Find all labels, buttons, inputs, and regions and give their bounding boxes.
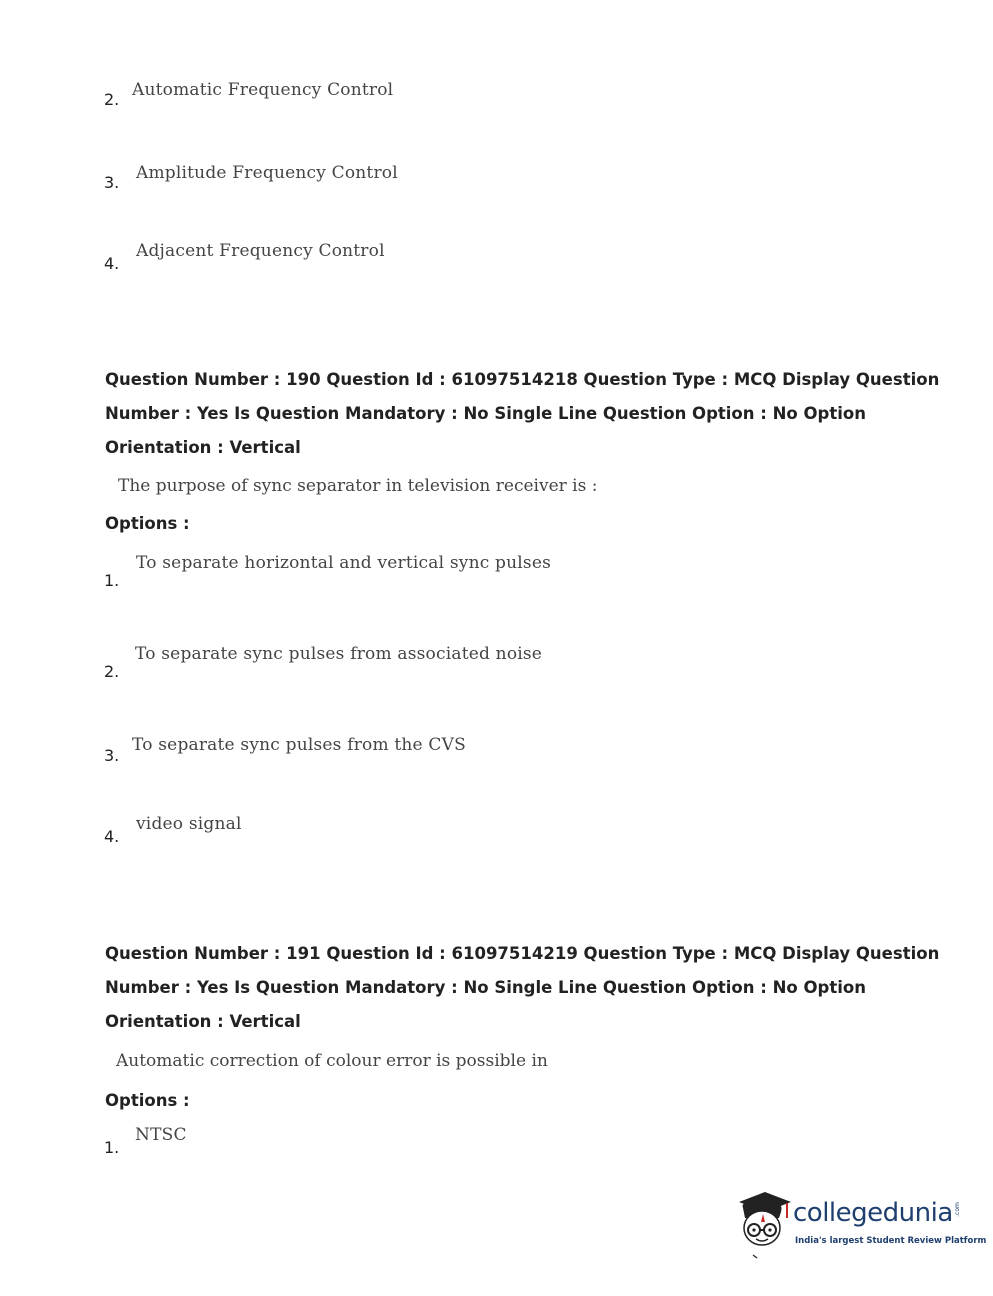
logo-wordmark: collegedunia	[793, 1198, 953, 1228]
logo-tagline: India's largest Student Review Platform	[795, 1236, 987, 1246]
question-190-meta	[105, 363, 940, 465]
option-number: 1.	[104, 571, 120, 590]
option-text: video signal	[136, 814, 242, 834]
meta-line: Number : Yes Is Question Mandatory : No Single Line Question Option : No Option	[105, 978, 866, 997]
option-number: 3.	[104, 173, 120, 192]
question-191-text: Automatic correction of colour error is possible in	[116, 1051, 548, 1071]
option-text: Adjacent Frequency Control	[136, 241, 385, 261]
option-number: 2.	[104, 90, 120, 109]
option-text: To separate sync pulses from associated noise	[135, 644, 543, 664]
option-text: NTSC	[135, 1125, 187, 1145]
mascot-icon	[735, 1188, 793, 1260]
option-text: Amplitude Frequency Control	[136, 163, 398, 183]
meta-line: Orientation : Vertical	[105, 438, 301, 457]
option-number: 2.	[104, 662, 120, 681]
question-191-options-label: Options :	[105, 1091, 190, 1110]
option-number: 1.	[104, 1138, 120, 1157]
logo-suffix: .com	[953, 1202, 961, 1217]
question-191-meta	[105, 937, 940, 1039]
option-number: 4.	[104, 827, 120, 846]
meta-line: Question Number : 191 Question Id : 61097514219 Question Type : MCQ Display Question	[105, 944, 940, 963]
meta-line: Orientation : Vertical	[105, 1012, 301, 1031]
option-text: Automatic Frequency Control	[132, 80, 394, 100]
option-number: 4.	[104, 254, 120, 273]
option-text: To separate horizontal and vertical sync pulses	[136, 553, 552, 573]
option-text: To separate sync pulses from the CVS	[132, 735, 466, 755]
option-number: 3.	[104, 746, 120, 765]
meta-line: Question Number : 190 Question Id : 61097514218 Question Type : MCQ Display Question	[105, 370, 940, 389]
meta-line: Number : Yes Is Question Mandatory : No Single Line Question Option : No Option	[105, 404, 866, 423]
question-190-options-label: Options :	[105, 514, 190, 533]
collegedunia-logo	[735, 1188, 987, 1260]
question-190-text: The purpose of sync separator in television receiver is :	[118, 476, 598, 496]
